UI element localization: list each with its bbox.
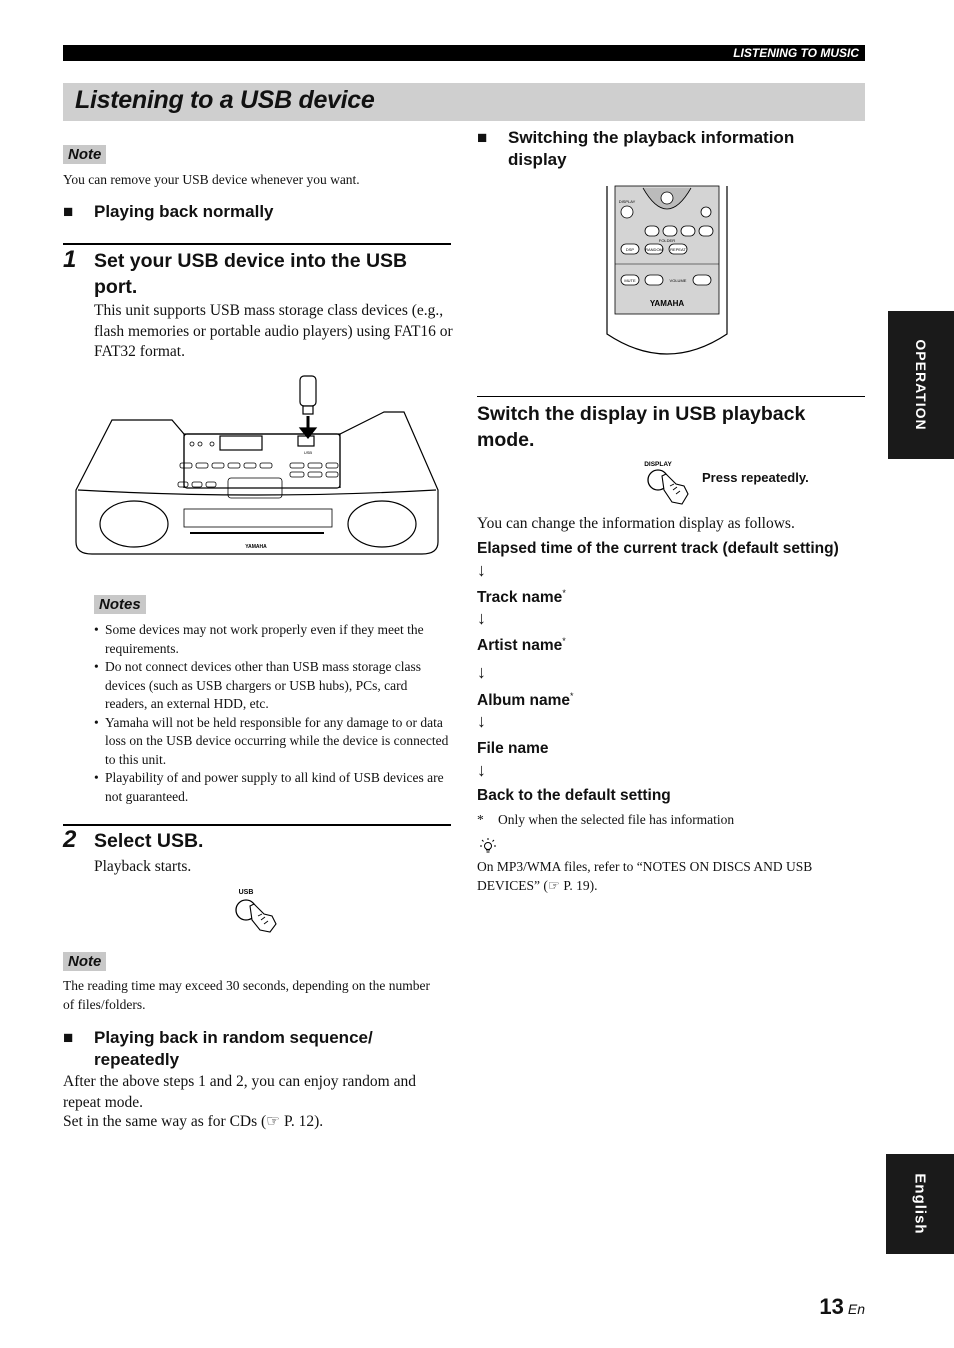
notes-label: Notes [94, 595, 146, 614]
step2-rule [63, 824, 451, 826]
change-text: You can change the information display as follows. [477, 515, 795, 532]
switching-heading: Switching the playback information display [508, 128, 795, 169]
step2-number: 2 [63, 826, 77, 853]
page-number: 13 [819, 1294, 844, 1319]
usb-button-icon [228, 884, 284, 936]
tip-lightbulb-icon [478, 836, 498, 854]
press-instruction: Press repeatedly. [702, 470, 809, 485]
page-number-block [780, 1294, 865, 1320]
flow-item-artist: Artist name* [477, 636, 566, 655]
running-header: LISTENING TO MUSIC [63, 45, 865, 61]
notes-list [94, 621, 451, 806]
usb-device-illustration [72, 372, 444, 562]
step1-title: Set your USB device into the USB port. [94, 250, 408, 298]
note2-text: The reading time may exceed 30 seconds, depending on the number of files/folders. [63, 978, 431, 1012]
remote-repeat-label: REPEAT [670, 247, 686, 252]
list-item: • Do not connect devices other than USB mass storage class devices (such as USB chargers or USB hubs), PCs, card readers, an external HDD, etc. [94, 658, 451, 714]
flow-item-back: Back to the default setting [477, 787, 671, 804]
flow-item-track: Track name* [477, 588, 566, 607]
remote-control-illustration [605, 184, 729, 364]
flow-arrow: ↓ [477, 662, 486, 682]
list-item: • Some devices may not work properly even if they meet the requirements. [94, 621, 451, 658]
usb-button-label: USB [238, 889, 254, 896]
remote-folder-label: FOLDER [658, 238, 676, 243]
side-tab-english: English [886, 1154, 954, 1254]
random-text: After the above steps 1 and 2, you can enjoy random and repeat mode. [63, 1073, 416, 1111]
step1-text: This unit supports USB mass storage class devices (e.g., flash memories or portable audio players) using FAT16 or FAT32 format. [94, 302, 453, 360]
tip-text: On MP3/WMA files, refer to “NOTES ON DISCS AND USB DEVICES” (☞ P. 19). [477, 859, 813, 893]
device-usb-label: USB [303, 450, 313, 455]
flow-arrow: ↓ [477, 711, 486, 731]
flow-arrow: ↓ [477, 760, 486, 780]
flow-item-file: File name [477, 740, 549, 757]
step2-title: Select USB. [94, 830, 204, 852]
page-language: En [847, 1301, 865, 1317]
remote-volume-label: VOLUME [669, 278, 687, 283]
display-button-icon [640, 458, 696, 510]
title-bar [63, 83, 865, 121]
remote-mute-label: MUTE [624, 278, 636, 283]
step2-text: Playback starts. [94, 858, 192, 875]
list-item: • Yamaha will not be held responsible for any damage to or data loss on the USB device occurring while the device is connected to this unit. [94, 714, 451, 770]
side-tab-operation: OPERATION [888, 311, 954, 459]
playing-normally-heading: Playing back normally [94, 202, 274, 221]
flow-item-album: Album name* [477, 691, 574, 710]
device-brand: YAMAHA [245, 544, 267, 550]
page-title: Listening to a USB device [75, 86, 375, 114]
bullet-square: ■ [63, 1028, 74, 1047]
flow-arrow: ↓ [477, 608, 486, 628]
display-button-label: DISPLAY [644, 461, 672, 468]
switch-display-heading: Switch the display in USB playback mode. [477, 403, 806, 451]
remote-display-label: DISPLAY [618, 199, 636, 204]
step1-number: 1 [63, 246, 77, 273]
section-rule [477, 396, 865, 397]
footnote-text: Only when the selected file has information [498, 812, 735, 827]
bullet-square: ■ [477, 128, 488, 147]
note-label: Note [63, 145, 106, 164]
step1-rule [63, 243, 451, 245]
remote-random-label: RANDOM [645, 247, 663, 252]
remote-dsp-label: DSP [625, 247, 635, 252]
flow-item-elapsed: Elapsed time of the current track (default setting) [477, 540, 839, 557]
remote-brand: YAMAHA [649, 299, 685, 308]
footnote-asterisk: * [477, 812, 484, 827]
random-text-2: Set in the same way as for CDs (☞ P. 12). [63, 1113, 324, 1130]
random-heading: Playing back in random sequence/ repeatedly [94, 1028, 373, 1069]
note2-label: Note [63, 952, 106, 971]
bullet-square: ■ [63, 202, 74, 221]
flow-arrow: ↓ [477, 560, 486, 580]
list-item: • Playability of and power supply to all kind of USB devices are not guaranteed. [94, 769, 451, 806]
note-text: You can remove your USB device whenever you want. [63, 172, 360, 187]
